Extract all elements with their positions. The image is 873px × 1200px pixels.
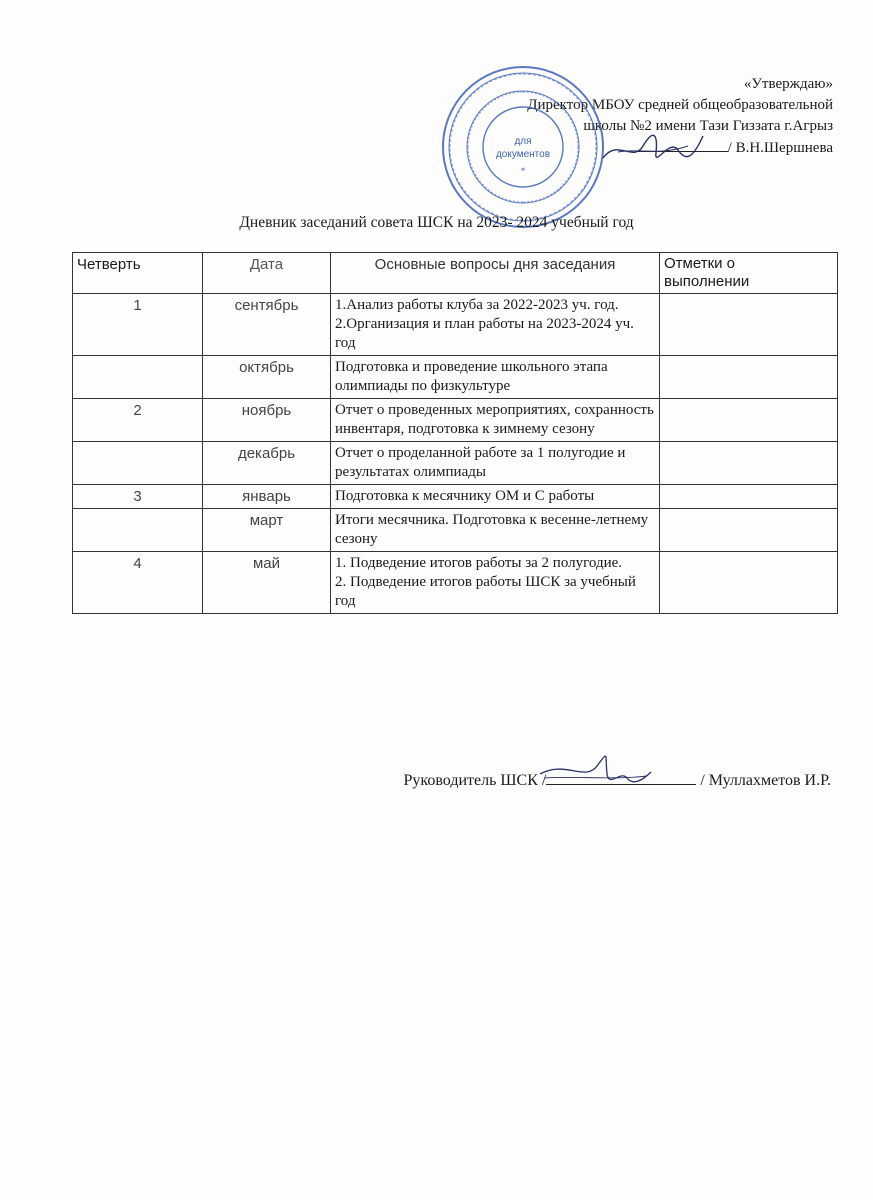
cell-date: январь: [203, 485, 331, 509]
official-seal-icon: [438, 62, 608, 232]
table-row: [73, 294, 838, 356]
table-row: [73, 552, 838, 614]
document-title: Дневник заседаний совета ШСК на 2023- 2024 учебный год: [239, 214, 634, 231]
cell-quarter: [73, 509, 203, 552]
approval-school: школы №2 имени Тази Гиззата г.Агрыз: [583, 118, 833, 134]
cell-marks: [660, 509, 838, 552]
cell-quarter: 3: [73, 485, 203, 509]
cell-topics: 1. Подведение итогов работы за 2 полугодие. 2. Подведение итогов работы ШСК за учебный год: [331, 552, 660, 614]
cell-quarter: [73, 442, 203, 485]
table-header-row: [73, 253, 838, 294]
director-signature-icon: [598, 128, 708, 173]
approval-heading: «Утверждаю»: [743, 76, 833, 92]
cell-marks: [660, 442, 838, 485]
cell-quarter: [73, 356, 203, 399]
table-row: [73, 485, 838, 509]
cell-date: сентябрь: [203, 294, 331, 356]
header-date: Дата: [203, 253, 331, 294]
cell-marks: [660, 552, 838, 614]
table-row: [73, 356, 838, 399]
header-quarter: Четверть: [73, 253, 203, 294]
cell-quarter: 1: [73, 294, 203, 356]
header-marks: Отметки о выполнении: [660, 253, 838, 294]
approval-position: Директор МБОУ средней общеобразовательной: [527, 97, 833, 113]
stamp-text-1: для: [514, 136, 532, 147]
footer-label: Руководитель ШСК /: [403, 772, 547, 789]
table-row: [73, 509, 838, 552]
cell-marks: [660, 485, 838, 509]
cell-topics: Подготовка к месячнику ОМ и С работы: [331, 485, 660, 509]
stamp-text-2: документов: [495, 149, 551, 160]
cell-marks: [660, 356, 838, 399]
cell-topics: Итоги месячника. Подготовка к весенне-летнему сезону: [331, 509, 660, 552]
cell-topics: Отчет о проведенных мероприятиях, сохранность инвентаря, подготовка к зимнему сезону: [331, 399, 660, 442]
header-topics: Основные вопросы дня заседания: [331, 253, 660, 294]
cell-topics: 1.Анализ работы клуба за 2022-2023 уч. год. 2.Организация и план работы на 2023-2024 уч. год: [331, 294, 660, 356]
approval-signatory: / В.Н.Шершнева: [727, 140, 833, 156]
table-row: [73, 442, 838, 485]
cell-marks: [660, 294, 838, 356]
cell-date: март: [203, 509, 331, 552]
cell-topics: Подготовка и проведение школьного этапа олимпиады по физкультуре: [331, 356, 660, 399]
cell-quarter: 2: [73, 399, 203, 442]
cell-quarter: 4: [73, 552, 203, 614]
cell-topics: Отчет о проделанной работе за 1 полугодие и результатах олимпиады: [331, 442, 660, 485]
table-row: [73, 399, 838, 442]
footer-name: / Муллахметов И.Р.: [700, 772, 831, 789]
cell-marks: [660, 399, 838, 442]
meetings-table: [72, 252, 838, 614]
cell-date: май: [203, 552, 331, 614]
cell-date: декабрь: [203, 442, 331, 485]
cell-date: октябрь: [203, 356, 331, 399]
cell-date: ноябрь: [203, 399, 331, 442]
svg-text:*: *: [520, 166, 526, 176]
leader-signature-icon: [535, 752, 655, 792]
